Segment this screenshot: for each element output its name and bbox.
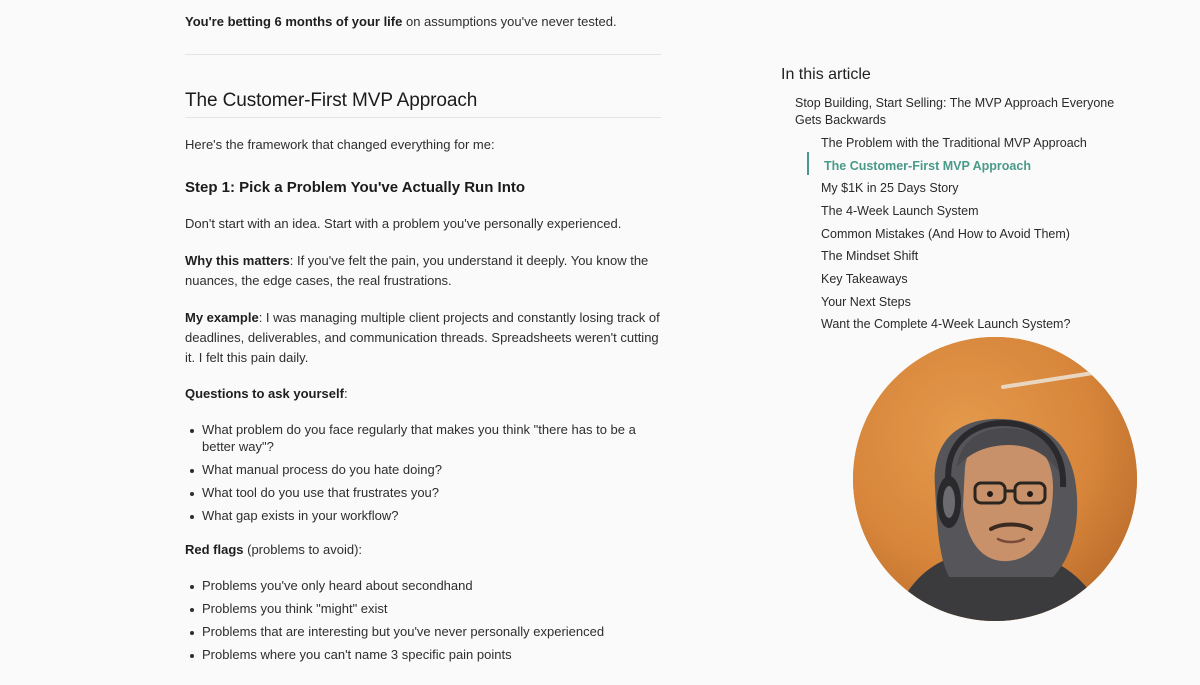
- intro-paragraph: [185, 12, 661, 32]
- step1-text: Don't start with an idea. Start with a problem you've personally experienced.: [185, 216, 622, 231]
- why-paragraph: [185, 251, 661, 291]
- intro-bold: You're betting 6 months of your life: [185, 14, 403, 29]
- questions-label: Questions to ask yourself: [185, 386, 344, 401]
- red-flags-label: Red flags: [185, 542, 244, 557]
- questions-label-paragraph: [185, 384, 661, 404]
- list-item: What tool do you use that frustrates you?: [185, 484, 661, 501]
- red-flags-list: [185, 577, 661, 663]
- heading-underline: [185, 117, 661, 118]
- toc-item-1k-story[interactable]: My $1K in 25 Days Story: [821, 181, 959, 195]
- red-flags-suffix: (problems to avoid):: [243, 542, 363, 557]
- list-item: Problems that are interesting but you've never personally experienced: [185, 623, 661, 640]
- list-item: What manual process do you hate doing?: [185, 461, 661, 478]
- presenter-webcam-icon: [853, 337, 1137, 621]
- toc-container: [781, 64, 1141, 94]
- toc-title: In this article: [781, 66, 871, 83]
- toc-item-traditional-mvp[interactable]: The Problem with the Traditional MVP Approach: [821, 136, 1087, 150]
- questions-suffix: :: [343, 386, 348, 401]
- list-item: Problems where you can't name 3 specific pain points: [185, 646, 661, 663]
- list-item: Problems you think "might" exist: [185, 600, 661, 617]
- list-item: Problems you've only heard about secondhand: [185, 577, 661, 594]
- intro-rest: on assumptions you've never tested.: [402, 14, 617, 29]
- example-label: My example: [185, 310, 259, 325]
- list-item: What gap exists in your workflow?: [185, 507, 661, 524]
- toc-item-next-steps[interactable]: Your Next Steps: [821, 295, 911, 309]
- toc-item-complete-system[interactable]: Want the Complete 4-Week Launch System?: [821, 317, 1071, 331]
- red-flags-paragraph: [185, 540, 661, 560]
- why-label: Why this matters: [185, 253, 290, 268]
- toc-item-customer-first[interactable]: The Customer-First MVP Approach: [824, 159, 1031, 173]
- section-heading: The Customer-First MVP Approach: [185, 90, 478, 111]
- toc-item-launch-system[interactable]: The 4-Week Launch System: [821, 204, 979, 218]
- questions-list: [185, 421, 661, 524]
- example-text: : I was managing multiple client projects and constantly losing track of deadlines, deliverables, and communication threads. Spreadsheets weren't cutting it. I felt this pain daily.: [185, 310, 660, 365]
- section-divider: [185, 54, 661, 55]
- toc-item-mindset-shift[interactable]: The Mindset Shift: [821, 249, 919, 263]
- webcam-bubble[interactable]: [853, 337, 1137, 621]
- framework-intro: Here's the framework that changed everything for me:: [185, 137, 495, 152]
- step1-heading: Step 1: Pick a Problem You've Actually Run Into: [185, 179, 526, 196]
- example-paragraph: [185, 308, 661, 368]
- toc-active-indicator: [807, 152, 809, 175]
- list-item: What problem do you face regularly that makes you think "there has to be a better way"?: [185, 421, 661, 455]
- toc-item-key-takeaways[interactable]: Key Takeaways: [821, 272, 908, 286]
- toc-item-stop-building[interactable]: Stop Building, Start Selling: The MVP Approach Everyone Gets Backwards: [795, 96, 1115, 127]
- why-text: : If you've felt the pain, you understand it deeply. You know the nuances, the edge cases, the real frustrations.: [185, 253, 649, 288]
- toc-item-common-mistakes[interactable]: Common Mistakes (And How to Avoid Them): [821, 227, 1070, 241]
